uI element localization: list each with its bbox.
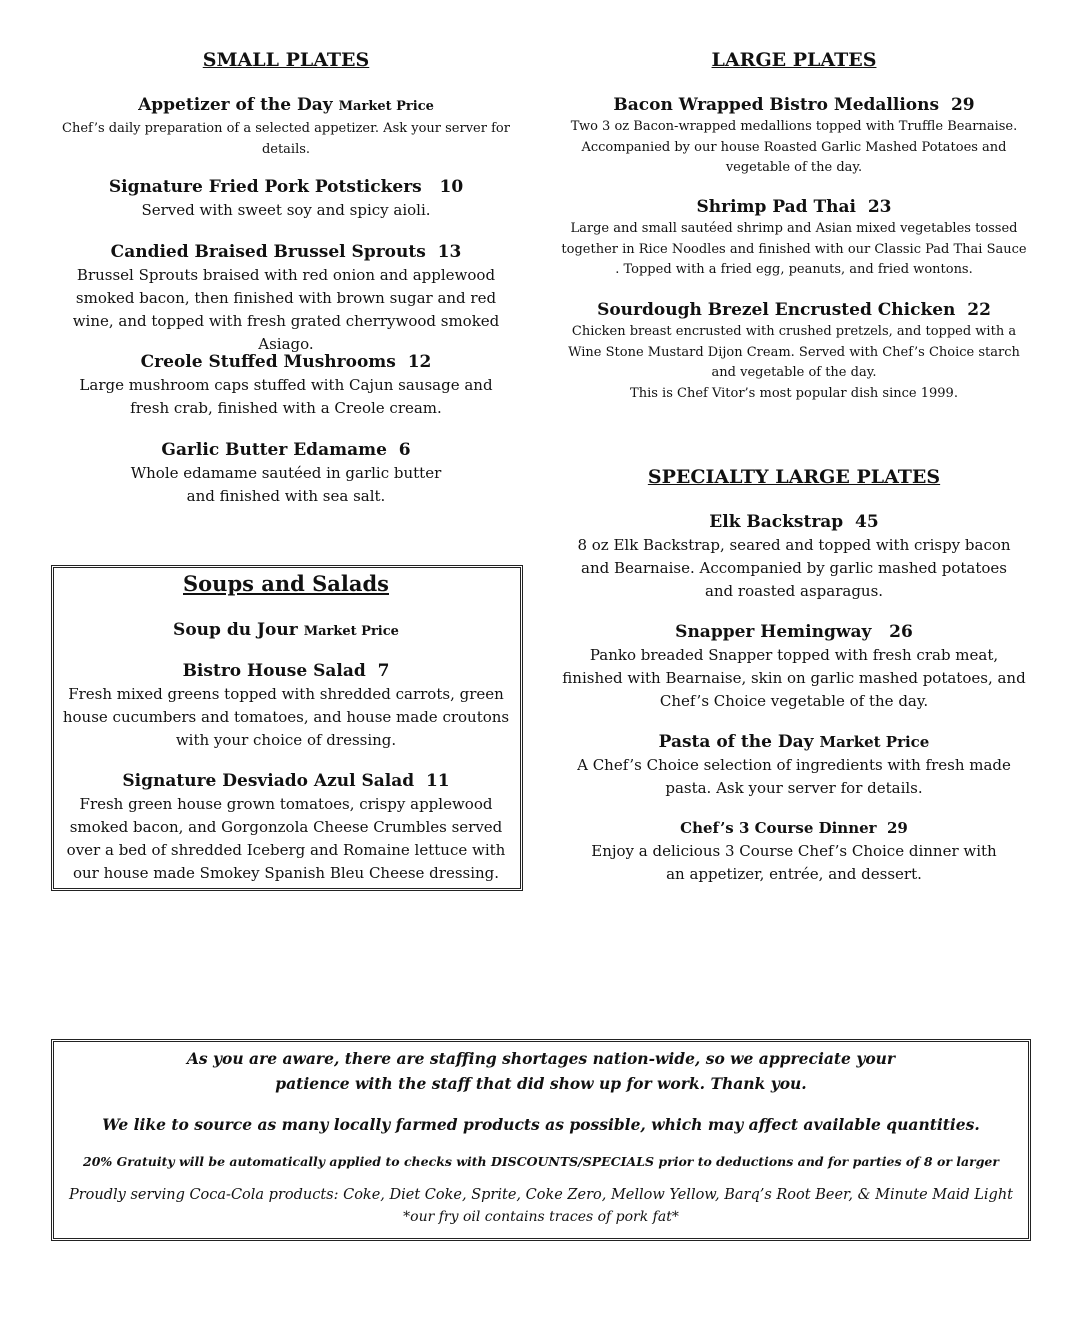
item-name: Chef’s 3 Course Dinner <box>680 819 877 837</box>
item-price: 29 <box>950 95 975 115</box>
item-desc: Whole edamame sautéed in garlic butter and finished with sea salt. <box>130 464 442 505</box>
item-price: 7 <box>377 661 390 681</box>
menu-item-brezel-chicken <box>560 298 1028 404</box>
menu-item-soup <box>55 618 517 644</box>
item-desc: Fresh green house grown tomatoes, crispy applewood smoked bacon, and Gorgonzola Cheese Crumbles served over a bed of shredded Iceberg and Romaine lettuce with our house made Smokey Spanish Bleu Cheese dressing. <box>66 795 506 882</box>
item-name: Shrimp Pad Thai <box>696 197 856 217</box>
item-name: Signature Fried Pork Potstickers <box>108 177 422 197</box>
item-name: Creole Stuffed Mushrooms <box>140 352 396 372</box>
item-desc: Panko breaded Snapper topped with fresh crab meat, finished with Bearnaise, skin on garlic mashed potatoes, and Chef’s Choice vegetable of the day. <box>562 646 1026 710</box>
menu-item-azul-salad <box>55 769 517 885</box>
item-price: 45 <box>855 512 879 532</box>
drinks-notice: Proudly serving Coca-Cola products: Coke, Diet Coke, Sprite, Coke Zero, Mellow Yellow, Barq’s Root Beer, & Minute Maid Light <box>68 1187 1014 1203</box>
item-name: Pasta of the Day <box>658 732 814 752</box>
item-price: 10 <box>439 177 464 197</box>
fry-oil-notice: *our fry oil contains traces of pork fat* <box>403 1209 679 1225</box>
item-desc: Enjoy a delicious 3 Course Chef’s Choice dinner with an appetizer, entrée, and dessert. <box>591 842 997 883</box>
item-name: Soup du Jour <box>173 620 298 640</box>
large-plates-title: LARGE PLATES <box>711 49 877 71</box>
menu-item-pad-thai <box>560 195 1028 281</box>
specialty-plates-title: SPECIALTY LARGE PLATES <box>647 466 941 488</box>
item-note: Market Price <box>338 99 434 114</box>
item-desc: Large and small sautéed shrimp and Asian mixed vegetables tossed together in Rice Noodles and finished with our Classic Pad Thai Sauce . Topped with a fried egg, peanuts, and fried wontons. <box>561 221 1027 277</box>
menu-item-pasta <box>560 730 1028 800</box>
item-name: Bacon Wrapped Bistro Medallions <box>613 95 940 115</box>
soups-salads-title: Soups and Salads <box>183 571 389 596</box>
item-desc: Brussel Sprouts braised with red onion and applewood smoked bacon, then finished with brown sugar and red wine, and topped with fresh grated cherrywood smoked Asiago. <box>72 266 500 353</box>
item-name: Sourdough Brezel Encrusted Chicken <box>597 300 956 320</box>
menu-item-house-salad <box>55 659 517 752</box>
menu-item-elk <box>560 510 1028 603</box>
menu-item-medallions <box>560 93 1028 179</box>
item-desc-note: This is Chef Vitor’s most popular dish since 1999. <box>630 385 958 401</box>
menu-item-mushrooms <box>55 350 517 420</box>
item-note: Market Price <box>303 624 399 639</box>
local-sourcing-notice: We like to source as many locally farmed products as possible, which may affect available quantities. <box>102 1115 980 1134</box>
item-name: Garlic Butter Edamame <box>161 440 387 460</box>
menu-item-appetizer <box>55 93 517 160</box>
item-name: Snapper Hemingway <box>675 622 872 642</box>
item-price: 26 <box>889 622 913 642</box>
item-desc: A Chef’s Choice selection of ingredients with fresh made pasta. Ask your server for details. <box>577 756 1011 797</box>
item-name: Elk Backstrap <box>709 512 844 532</box>
staffing-notice: As you are aware, there are staffing shortages nation-wide, so we appreciate your patience with the staff that did show up for work. Thank you. <box>186 1049 896 1093</box>
item-desc: Chicken breast encrusted with crushed pretzels, and topped with a Wine Stone Mustard Dijon Cream. Served with Chef’s Choice starch and vegetable of the day. <box>568 324 1020 380</box>
item-name: Bistro House Salad <box>182 661 366 681</box>
item-desc: Two 3 oz Bacon-wrapped medallions topped with Truffle Bearnaise. Accompanied by our house Roasted Garlic Mashed Potatoes and vegetable of the day. <box>570 119 1018 175</box>
item-price: 13 <box>437 242 462 262</box>
item-price: 29 <box>887 819 908 837</box>
notice-box <box>51 1039 1031 1241</box>
item-desc: Fresh mixed greens topped with shredded carrots, green house cucumbers and tomatoes, and house made croutons with your choice of dressing. <box>62 685 510 749</box>
item-price: 23 <box>867 197 892 217</box>
item-desc: 8 oz Elk Backstrap, seared and topped with crispy bacon and Bearnaise. Accompanied by garlic mashed potatoes and roasted asparagus. <box>577 536 1011 600</box>
item-note: Market Price <box>819 733 930 751</box>
item-name: Candied Braised Brussel Sprouts <box>110 242 426 262</box>
item-desc: Chef’s daily preparation of a selected appetizer. Ask your server for details. <box>62 121 510 157</box>
item-price: 22 <box>967 300 991 320</box>
item-desc: Served with sweet soy and spicy aioli. <box>141 201 431 219</box>
item-desc: Large mushroom caps stuffed with Cajun sausage and fresh crab, finished with a Creole cream. <box>79 376 493 417</box>
menu-item-3-course <box>560 816 1028 886</box>
item-price: 12 <box>407 352 432 372</box>
menu-item-brussel-sprouts <box>55 240 517 356</box>
item-name: Signature Desviado Azul Salad <box>122 771 415 791</box>
gratuity-notice: 20% Gratuity will be automatically applied to checks with DISCOUNTS/SPECIALS prior to deductions and for parties of 8 or larger <box>83 1154 999 1169</box>
menu-item-edamame <box>55 438 517 508</box>
item-price: 11 <box>425 771 450 791</box>
item-price: 6 <box>398 440 411 460</box>
menu-item-snapper <box>560 620 1028 713</box>
item-name: Appetizer of the Day <box>138 95 333 115</box>
small-plates-title: SMALL PLATES <box>202 49 370 71</box>
menu-item-potstickers <box>55 175 517 222</box>
